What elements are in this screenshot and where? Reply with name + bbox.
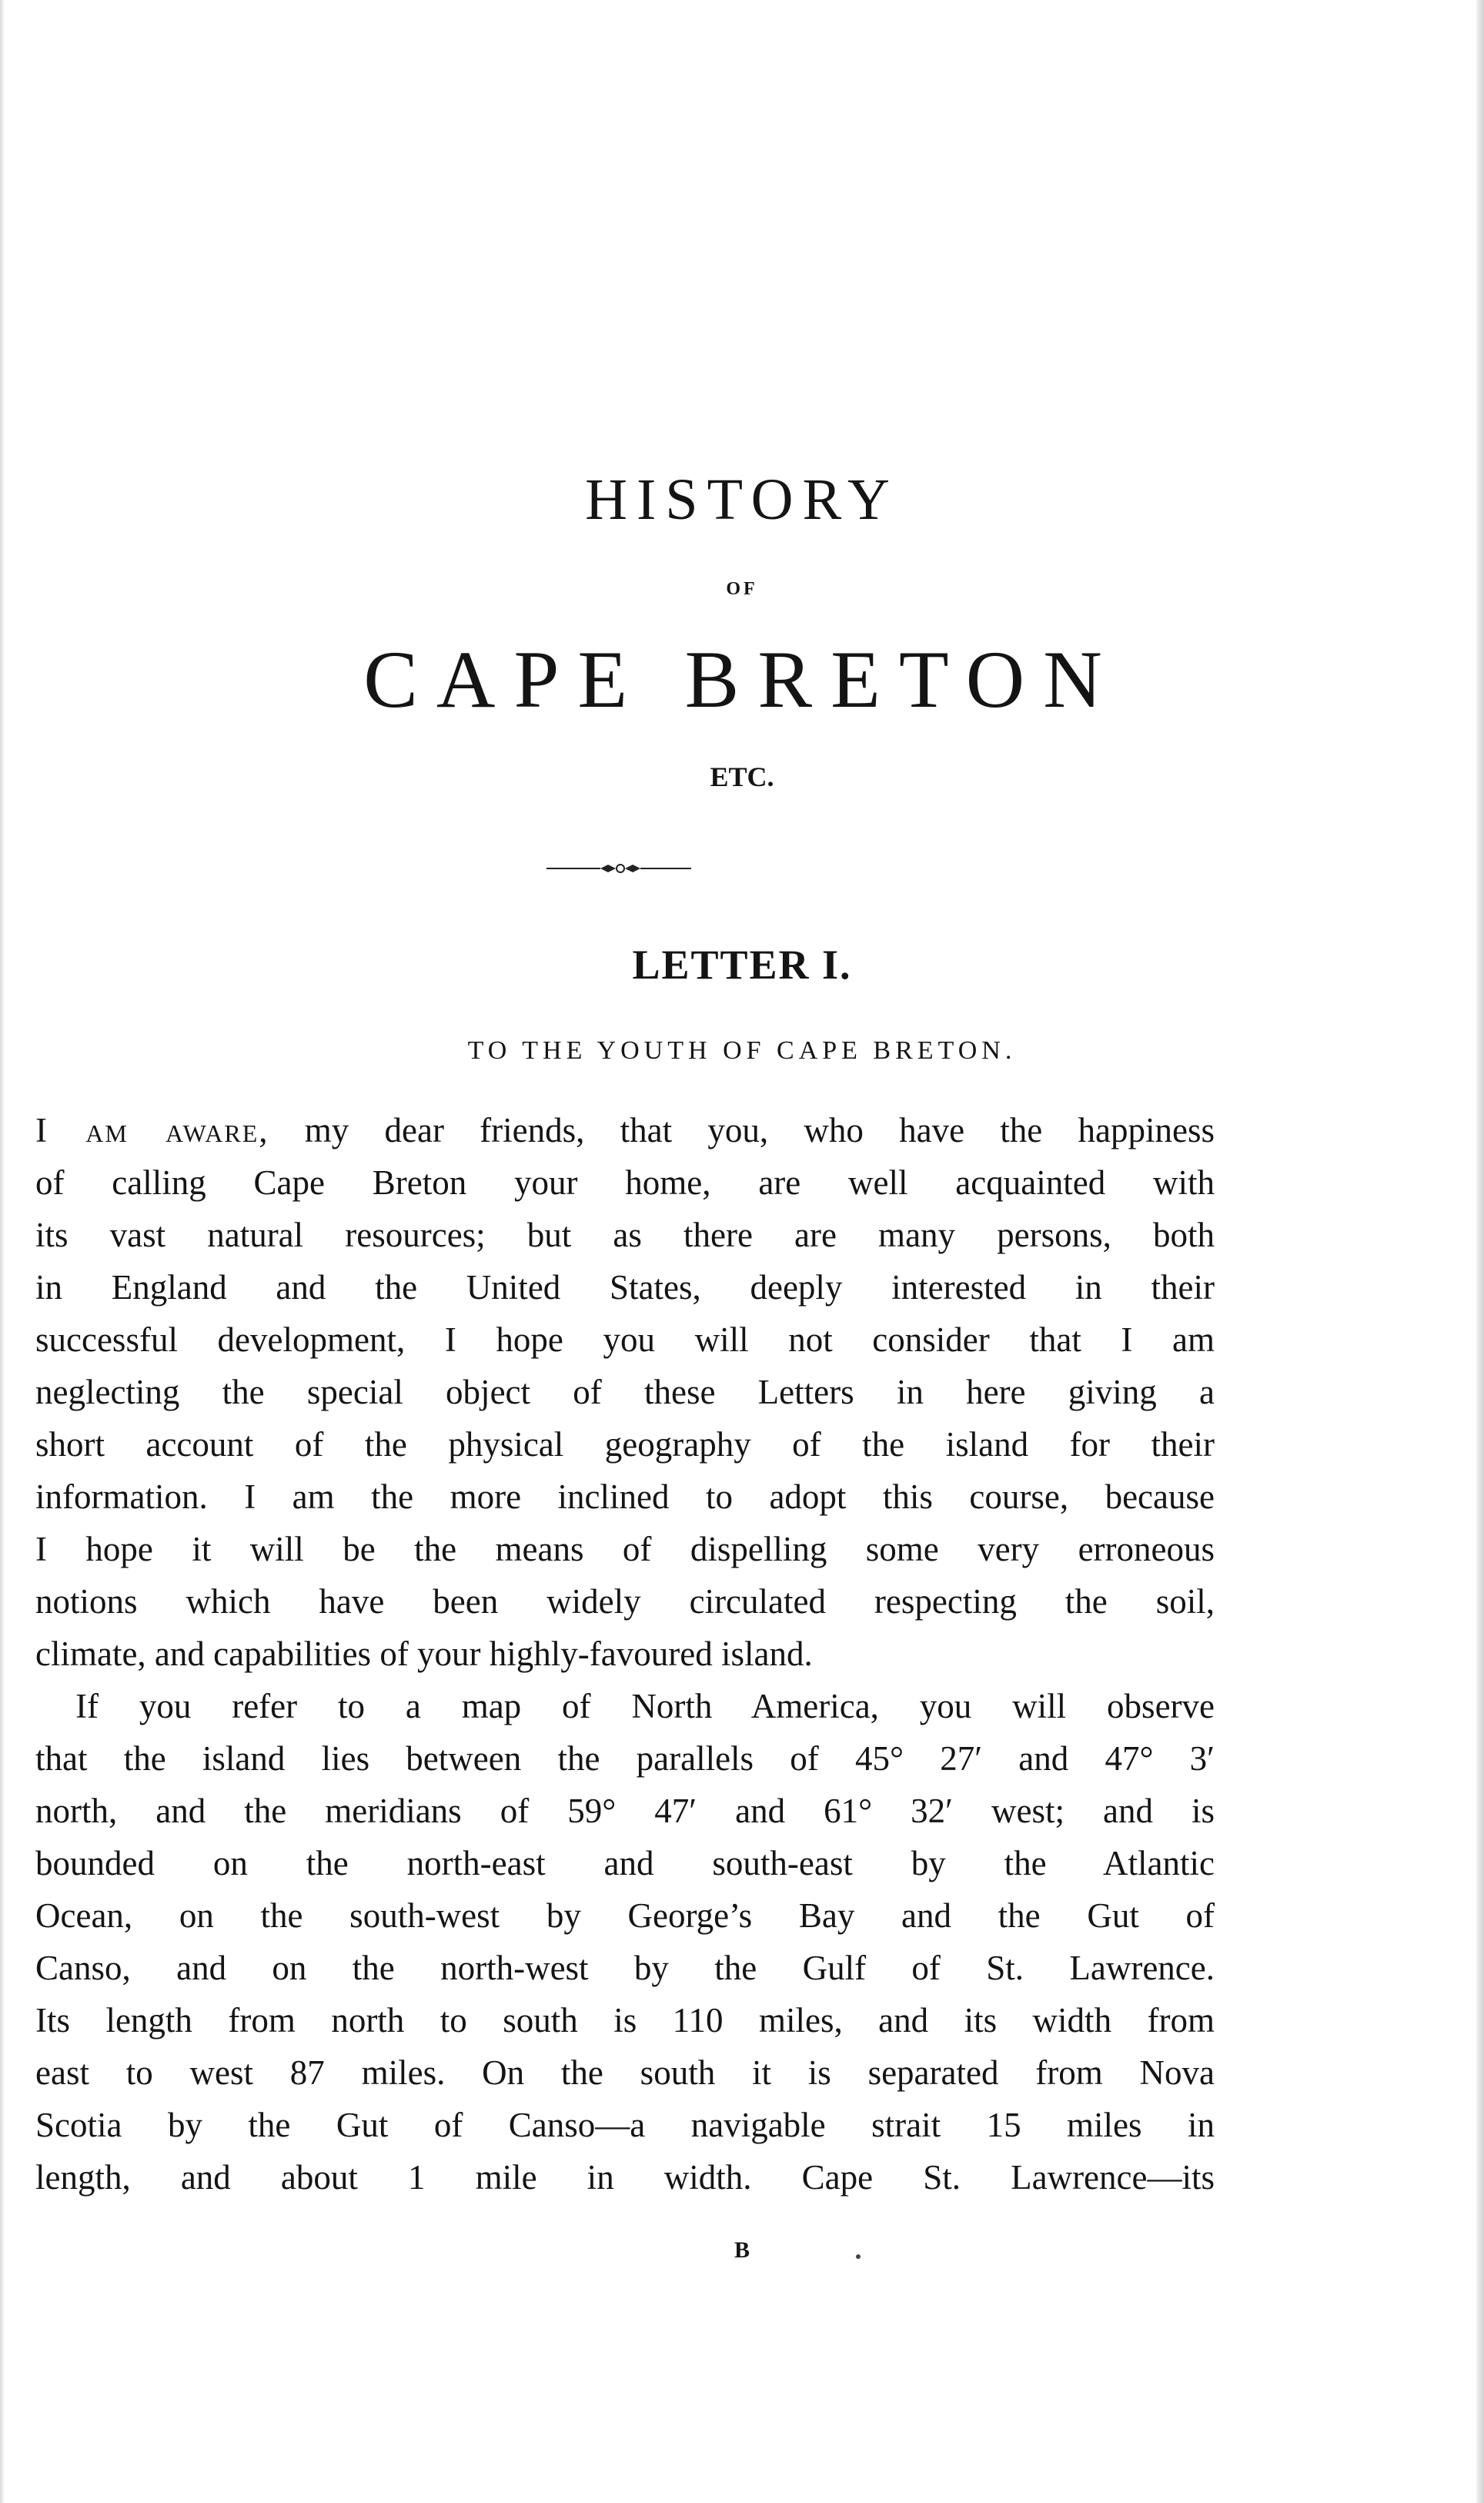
body-line-text: my dear friends, that you, who have the happiness [304,1111,1215,1149]
body-line: length, and about 1 mile in width. Cape St. Lawrence—its [35,2158,1215,2197]
body-line: notions which have been widely circulated respecting the soil, [35,1582,1215,1621]
right-page-edge [1476,0,1484,2503]
body-line: of calling Cape Breton your home, are well acquainted with [35,1163,1215,1202]
body-line: neglecting the special object of these Letters in here giving a [35,1373,1215,1411]
body-line: Its length from north to south is 110 miles, and its width from [35,2001,1215,2040]
left-page-shadow [0,0,5,2503]
ornament-divider [546,861,691,876]
letter-heading: LETTER I. [632,942,852,988]
title-history: HISTORY [585,467,899,532]
body-line: If you refer to a map of North America, you will observe [75,1687,1215,1725]
body-line: Scotia by the Gut of Canso—a navigable strait 15 miles in [35,2106,1215,2144]
title-cape-breton: CAPE BRETON [363,634,1121,724]
body-line: north, and the meridians of 59° 47′ and 61° 32′ west; and is [35,1792,1215,1830]
ink-speck [856,2254,861,2259]
title-of: OF [726,579,758,599]
opening-words: I am aware, [35,1111,269,1149]
body-line: Canso, and on the north-west by the Gulf of St. Lawrence. [35,1949,1215,1987]
body-line: short account of the physical geography of the island for their [35,1425,1215,1464]
body-line: successful development, I hope you will not consider that I am [35,1320,1215,1359]
body-line: bounded on the north-east and south-east by the Atlantic [35,1844,1215,1882]
body-line: information. I am the more inclined to adopt this course, because [35,1477,1215,1516]
title-etc: ETC. [710,761,774,792]
body-line: climate, and capabilities of your highly-favoured island. [35,1635,813,1673]
body-line: Ocean, on the south-west by George’s Bay and the Gut of [35,1896,1215,1935]
body-line: its vast natural resources; but as there are many persons, both [35,1216,1215,1254]
signature-mark: B [734,2237,750,2263]
body-line: east to west 87 miles. On the south it is separated from Nova [35,2053,1215,2092]
letter-body [35,1104,1215,2204]
letter-addressee: TO THE YOUTH OF CAPE BRETON. [467,1036,1017,1065]
body-line [35,1104,1215,1156]
body-line: in England and the United States, deeply interested in their [35,1268,1215,1307]
body-line: that the island lies between the parallels of 45° 27′ and 47° 3′ [35,1739,1215,1778]
body-line: I hope it will be the means of dispelling some very erroneous [35,1530,1215,1568]
